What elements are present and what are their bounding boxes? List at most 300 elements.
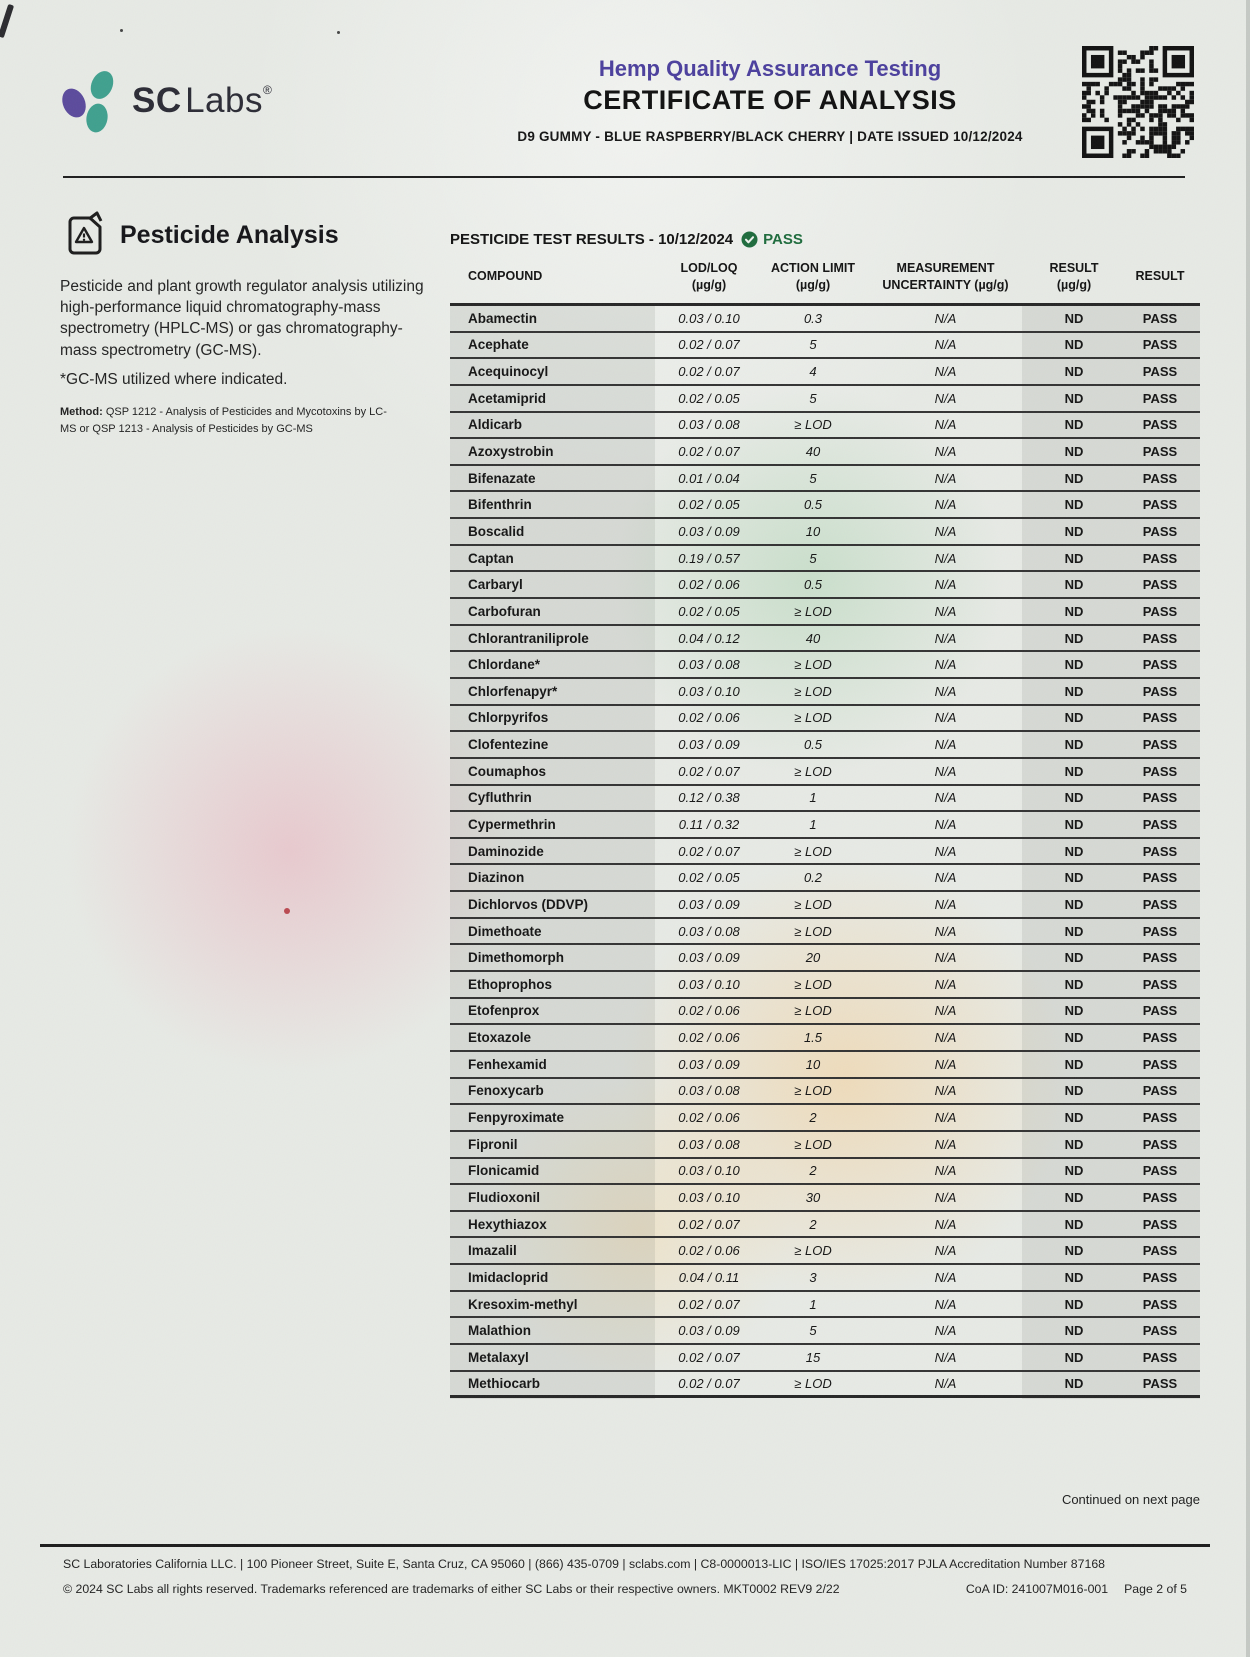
cell-result: ND <box>1064 710 1084 726</box>
cell-lod_loq: 0.03 / 0.08 <box>678 1136 740 1152</box>
cell-lod_loq: 0.12 / 0.38 <box>678 790 740 806</box>
cell-compound: Fenhexamid <box>468 1056 547 1072</box>
cell-compound: Chlorantraniliprole <box>468 630 589 646</box>
cell-action_limit: 1.5 <box>803 1030 823 1046</box>
cell-lod_loq: 0.01 / 0.04 <box>678 470 740 486</box>
cell-status: PASS <box>1142 1136 1178 1152</box>
cell-compound: Malathion <box>468 1323 531 1339</box>
cell-uncertainty: N/A <box>934 470 957 486</box>
cell-compound: Azoxystrobin <box>468 444 554 460</box>
cell-lod_loq: 0.02 / 0.07 <box>678 1375 740 1391</box>
cell-status: PASS <box>1142 577 1178 593</box>
cell-action_limit: 2 <box>809 1163 817 1179</box>
cell-result: ND <box>1064 337 1084 353</box>
table-row <box>450 1345 1200 1372</box>
cell-action_limit: ≥ LOD <box>794 763 832 779</box>
cell-status: PASS <box>1142 923 1178 939</box>
table-row <box>450 413 1200 440</box>
cell-action_limit: 0.5 <box>803 577 823 593</box>
cell-status: PASS <box>1142 790 1178 806</box>
table-row <box>450 1079 1200 1106</box>
cell-lod_loq: 0.04 / 0.12 <box>678 630 740 646</box>
cell-uncertainty: N/A <box>934 390 957 406</box>
cell-action_limit: ≥ LOD <box>794 1375 832 1391</box>
cell-action_limit: 10 <box>805 523 821 539</box>
scan-artifact-red-speck <box>284 908 290 914</box>
cell-uncertainty: N/A <box>934 843 957 859</box>
cell-action_limit: ≥ LOD <box>794 1136 832 1152</box>
sc-labs-logo-text: SC Labs® <box>132 81 273 120</box>
cell-compound: Dimethoate <box>468 923 542 939</box>
method-note: Method: QSP 1212 - Analysis of Pesticides and Mycotoxins by LC-MS or QSP 1213 - Analysis of Pesticides by GC-MS <box>60 406 387 435</box>
cell-uncertainty: N/A <box>934 310 957 326</box>
cell-action_limit: 40 <box>805 444 821 460</box>
cell-uncertainty: N/A <box>934 683 957 699</box>
table-row <box>450 759 1200 786</box>
footer-copyright: © 2024 SC Labs all rights reserved. Trademarks referenced are trademarks of either SC Labs or their respective owners. MKT0002 REV9 2/22 <box>63 1582 840 1596</box>
cell-status: PASS <box>1142 1030 1178 1046</box>
cell-compound: Metalaxyl <box>468 1349 529 1365</box>
cell-status: PASS <box>1142 550 1178 566</box>
table-row <box>450 492 1200 519</box>
cell-uncertainty: N/A <box>934 603 957 619</box>
cell-result: ND <box>1064 1056 1084 1072</box>
table-row <box>450 865 1200 892</box>
cell-status: PASS <box>1142 630 1178 646</box>
cell-lod_loq: 0.11 / 0.32 <box>678 816 740 832</box>
cell-action_limit: 1 <box>809 816 817 832</box>
column-header-result-status: RESULT <box>1135 269 1185 284</box>
cell-action_limit: 30 <box>805 1189 821 1205</box>
cell-lod_loq: 0.02 / 0.06 <box>678 1003 740 1019</box>
cell-compound: Abamectin <box>468 310 538 326</box>
cell-uncertainty: N/A <box>934 1110 957 1126</box>
table-row <box>450 652 1200 679</box>
overall-status-label: PASS <box>763 230 803 248</box>
cell-uncertainty: N/A <box>934 1216 957 1232</box>
table-row <box>450 1105 1200 1132</box>
table-row <box>450 919 1200 946</box>
cell-action_limit: 0.5 <box>803 497 823 513</box>
cell-uncertainty: N/A <box>934 1189 957 1205</box>
cell-uncertainty: N/A <box>934 1030 957 1046</box>
cell-status: PASS <box>1142 364 1178 380</box>
cell-uncertainty: N/A <box>934 1003 957 1019</box>
table-row <box>450 333 1200 360</box>
column-header-action-limit: ACTION LIMIT (µg/g) <box>770 261 855 292</box>
table-row <box>450 546 1200 573</box>
cell-lod_loq: 0.03 / 0.10 <box>678 310 740 326</box>
cell-uncertainty: N/A <box>934 444 957 460</box>
table-row <box>450 945 1200 972</box>
cell-lod_loq: 0.02 / 0.05 <box>678 390 740 406</box>
cell-compound: Ethoprophos <box>468 976 552 992</box>
cell-lod_loq: 0.03 / 0.09 <box>678 1323 740 1339</box>
cell-result: ND <box>1064 630 1084 646</box>
table-row <box>450 1159 1200 1186</box>
cell-uncertainty: N/A <box>934 364 957 380</box>
cell-lod_loq: 0.03 / 0.08 <box>678 923 740 939</box>
cell-compound: Chlorfenapyr* <box>468 683 558 699</box>
scan-artifact-corner <box>0 4 14 38</box>
cell-result: ND <box>1064 1110 1084 1126</box>
table-row <box>450 972 1200 999</box>
cell-lod_loq: 0.02 / 0.05 <box>678 870 740 886</box>
cell-action_limit: ≥ LOD <box>794 843 832 859</box>
cell-lod_loq: 0.03 / 0.09 <box>678 1056 740 1072</box>
cell-lod_loq: 0.02 / 0.06 <box>678 577 740 593</box>
cell-uncertainty: N/A <box>934 1269 957 1285</box>
cell-uncertainty: N/A <box>934 577 957 593</box>
cell-lod_loq: 0.03 / 0.10 <box>678 683 740 699</box>
gcms-note: *GC-MS utilized where indicated. <box>60 371 288 388</box>
cell-lod_loq: 0.03 / 0.10 <box>678 1163 740 1179</box>
cell-lod_loq: 0.19 / 0.57 <box>678 550 740 566</box>
cell-status: PASS <box>1142 310 1178 326</box>
cell-status: PASS <box>1142 1163 1178 1179</box>
cell-uncertainty: N/A <box>934 976 957 992</box>
cell-compound: Dichlorvos (DDVP) <box>468 896 589 912</box>
cell-lod_loq: 0.02 / 0.07 <box>678 444 740 460</box>
cell-result: ND <box>1064 1349 1084 1365</box>
column-header-uncertainty: MEASUREMENT UNCERTAINTY (µg/g) <box>882 261 1009 292</box>
cell-result: ND <box>1064 577 1084 593</box>
cell-action_limit: ≥ LOD <box>794 603 832 619</box>
cell-compound: Kresoxim-methyl <box>468 1296 578 1312</box>
cell-result: ND <box>1064 470 1084 486</box>
cell-compound: Boscalid <box>468 523 525 539</box>
cell-uncertainty: N/A <box>934 1323 957 1339</box>
cell-status: PASS <box>1142 683 1178 699</box>
cell-status: PASS <box>1142 763 1178 779</box>
cell-compound: Methiocarb <box>468 1375 541 1391</box>
cell-status: PASS <box>1142 603 1178 619</box>
table-row <box>450 839 1200 866</box>
table-row <box>450 466 1200 493</box>
cell-result: ND <box>1064 790 1084 806</box>
cell-uncertainty: N/A <box>934 950 957 966</box>
cell-result: ND <box>1064 417 1084 433</box>
cell-action_limit: ≥ LOD <box>794 976 832 992</box>
cell-uncertainty: N/A <box>934 896 957 912</box>
page-number: Page 2 of 5 <box>1124 1582 1187 1596</box>
cell-lod_loq: 0.02 / 0.06 <box>678 1030 740 1046</box>
cell-status: PASS <box>1142 444 1178 460</box>
cell-action_limit: 15 <box>805 1349 821 1365</box>
cell-action_limit: 20 <box>805 950 821 966</box>
cell-action_limit: 40 <box>805 630 821 646</box>
cell-uncertainty: N/A <box>934 630 957 646</box>
cell-uncertainty: N/A <box>934 923 957 939</box>
cell-compound: Dimethomorph <box>468 950 564 966</box>
cell-action_limit: ≥ LOD <box>794 1243 832 1259</box>
cell-status: PASS <box>1142 1189 1178 1205</box>
cell-result: ND <box>1064 896 1084 912</box>
cell-status: PASS <box>1142 1375 1178 1391</box>
cell-compound: Clofentezine <box>468 737 549 753</box>
scan-artifact-dot <box>120 29 123 32</box>
cell-action_limit: ≥ LOD <box>794 1003 832 1019</box>
header-titles <box>510 56 1030 144</box>
cell-status: PASS <box>1142 417 1178 433</box>
cell-compound: Flonicamid <box>468 1163 540 1179</box>
cell-action_limit: 1 <box>809 790 817 806</box>
cell-lod_loq: 0.03 / 0.09 <box>678 950 740 966</box>
table-row <box>450 599 1200 626</box>
section-title: Pesticide Analysis <box>120 221 339 249</box>
cell-uncertainty: N/A <box>934 763 957 779</box>
cell-action_limit: ≥ LOD <box>794 710 832 726</box>
cell-status: PASS <box>1142 976 1178 992</box>
cell-compound: Aldicarb <box>468 417 523 433</box>
cell-status: PASS <box>1142 1296 1178 1312</box>
cell-uncertainty: N/A <box>934 1375 957 1391</box>
cell-uncertainty: N/A <box>934 737 957 753</box>
cell-lod_loq: 0.02 / 0.07 <box>678 843 740 859</box>
cell-action_limit: 0.5 <box>803 737 823 753</box>
cell-result: ND <box>1064 923 1084 939</box>
cell-result: ND <box>1064 1269 1084 1285</box>
table-row <box>450 1025 1200 1052</box>
table-row <box>450 892 1200 919</box>
column-header-result-value: RESULT (µg/g) <box>1049 261 1099 292</box>
sc-labs-logo <box>56 66 272 136</box>
cell-lod_loq: 0.03 / 0.10 <box>678 976 740 992</box>
cell-uncertainty: N/A <box>934 816 957 832</box>
cell-uncertainty: N/A <box>934 1136 957 1152</box>
cell-result: ND <box>1064 1243 1084 1259</box>
scan-edge-shadow <box>1246 0 1250 1657</box>
cell-compound: Imidacloprid <box>468 1269 549 1285</box>
cell-uncertainty: N/A <box>934 790 957 806</box>
cell-status: PASS <box>1142 1216 1178 1232</box>
cell-uncertainty: N/A <box>934 1349 957 1365</box>
table-row <box>450 439 1200 466</box>
results-table-header <box>450 250 1200 306</box>
cell-action_limit: ≥ LOD <box>794 896 832 912</box>
table-row <box>450 812 1200 839</box>
cell-compound: Acephate <box>468 337 529 353</box>
cell-action_limit: ≥ LOD <box>794 657 832 673</box>
cell-result: ND <box>1064 390 1084 406</box>
column-header-compound: COMPOUND <box>468 269 543 284</box>
table-row <box>450 1265 1200 1292</box>
cell-action_limit: 10 <box>805 1056 821 1072</box>
cell-action_limit: 5 <box>809 470 817 486</box>
cell-action_limit: ≥ LOD <box>794 1083 832 1099</box>
table-row <box>450 732 1200 759</box>
sc-labs-logo-mark <box>56 66 122 136</box>
table-row <box>450 386 1200 413</box>
pass-check-icon <box>741 231 758 248</box>
table-row <box>450 1372 1200 1399</box>
cell-compound: Cyfluthrin <box>468 790 532 806</box>
table-row <box>450 1132 1200 1159</box>
cell-status: PASS <box>1142 816 1178 832</box>
cell-uncertainty: N/A <box>934 870 957 886</box>
cell-result: ND <box>1064 976 1084 992</box>
cell-uncertainty: N/A <box>934 417 957 433</box>
cell-compound: Fludioxonil <box>468 1189 540 1205</box>
cell-compound: Hexythiazox <box>468 1216 547 1232</box>
cell-compound: Bifenthrin <box>468 497 532 513</box>
results-table-body <box>450 306 1200 1398</box>
cell-compound: Cypermethrin <box>468 816 556 832</box>
cell-result: ND <box>1064 523 1084 539</box>
sample-info-line: D9 GUMMY - BLUE RASPBERRY/BLACK CHERRY | DATE ISSUED 10/12/2024 <box>517 129 1023 144</box>
footer-divider <box>40 1544 1210 1547</box>
document-title: CERTIFICATE OF ANALYSIS <box>583 85 957 115</box>
cell-status: PASS <box>1142 1323 1178 1339</box>
cell-result: ND <box>1064 843 1084 859</box>
cell-lod_loq: 0.03 / 0.09 <box>678 896 740 912</box>
header-divider <box>63 176 1185 178</box>
table-row <box>450 306 1200 333</box>
cell-lod_loq: 0.02 / 0.06 <box>678 710 740 726</box>
table-row <box>450 706 1200 733</box>
cell-compound: Coumaphos <box>468 763 547 779</box>
cell-result: ND <box>1064 1216 1084 1232</box>
column-header-lod-loq: LOD/LOQ (µg/g) <box>680 261 738 292</box>
cell-status: PASS <box>1142 950 1178 966</box>
cell-result: ND <box>1064 870 1084 886</box>
cell-lod_loq: 0.03 / 0.09 <box>678 523 740 539</box>
cell-result: ND <box>1064 310 1084 326</box>
cell-compound: Etoxazole <box>468 1030 532 1046</box>
cell-action_limit: 5 <box>809 337 817 353</box>
cell-result: ND <box>1064 1323 1084 1339</box>
cell-lod_loq: 0.02 / 0.07 <box>678 364 740 380</box>
table-row <box>450 626 1200 653</box>
table-row <box>450 519 1200 546</box>
cell-compound: Fipronil <box>468 1136 518 1152</box>
cell-lod_loq: 0.03 / 0.08 <box>678 657 740 673</box>
cell-status: PASS <box>1142 523 1178 539</box>
cell-lod_loq: 0.03 / 0.08 <box>678 1083 740 1099</box>
cell-compound: Chlorpyrifos <box>468 710 549 726</box>
cell-uncertainty: N/A <box>934 523 957 539</box>
cell-action_limit: ≥ LOD <box>794 417 832 433</box>
coa-id: CoA ID: 241007M016-001 <box>965 1582 1109 1596</box>
cell-result: ND <box>1064 1296 1084 1312</box>
cell-result: ND <box>1064 1189 1084 1205</box>
cell-status: PASS <box>1142 497 1178 513</box>
continued-note: Continued on next page <box>1061 1492 1200 1507</box>
cell-compound: Carbaryl <box>468 577 523 593</box>
cell-uncertainty: N/A <box>934 1296 957 1312</box>
cell-status: PASS <box>1142 1349 1178 1365</box>
cell-action_limit: 2 <box>809 1216 817 1232</box>
cell-compound: Fenpyroximate <box>468 1110 565 1126</box>
cell-result: ND <box>1064 1163 1084 1179</box>
cell-result: ND <box>1064 950 1084 966</box>
cell-compound: Fenoxycarb <box>468 1083 544 1099</box>
cell-uncertainty: N/A <box>934 1056 957 1072</box>
cell-lod_loq: 0.02 / 0.07 <box>678 1349 740 1365</box>
cell-lod_loq: 0.03 / 0.10 <box>678 1189 740 1205</box>
cell-action_limit: 3 <box>809 1269 817 1285</box>
cell-status: PASS <box>1142 1243 1178 1259</box>
table-row <box>450 1212 1200 1239</box>
cell-compound: Diazinon <box>468 870 525 886</box>
table-row <box>450 572 1200 599</box>
cell-result: ND <box>1064 657 1084 673</box>
cell-result: ND <box>1064 550 1084 566</box>
cell-lod_loq: 0.02 / 0.07 <box>678 1296 740 1312</box>
cell-result: ND <box>1064 1136 1084 1152</box>
cell-compound: Bifenazate <box>468 470 536 486</box>
cell-lod_loq: 0.02 / 0.05 <box>678 603 740 619</box>
pesticide-results-table <box>450 228 1200 1398</box>
cell-lod_loq: 0.04 / 0.11 <box>678 1269 740 1285</box>
cell-action_limit: 2 <box>809 1110 817 1126</box>
cell-result: ND <box>1064 1003 1084 1019</box>
cell-uncertainty: N/A <box>934 1163 957 1179</box>
cell-action_limit: 5 <box>809 1323 817 1339</box>
table-row <box>450 1318 1200 1345</box>
cell-result: ND <box>1064 763 1084 779</box>
cell-result: ND <box>1064 1083 1084 1099</box>
cell-action_limit: 5 <box>809 390 817 406</box>
cell-uncertainty: N/A <box>934 657 957 673</box>
footer-lab-info: SC Laboratories California LLC. | 100 Pioneer Street, Suite E, Santa Cruz, CA 95060 | (866) 435-0709 | sclabs.com | C8-0000013-LIC | ISO/IES 17025:2017 PJLA Accreditation Number 87168 <box>63 1557 1105 1571</box>
cell-compound: Acequinocyl <box>468 364 549 380</box>
cell-result: ND <box>1064 1375 1084 1391</box>
overall-status-badge <box>741 231 803 248</box>
cell-compound: Chlordane* <box>468 657 541 673</box>
cell-status: PASS <box>1142 843 1178 859</box>
cell-status: PASS <box>1142 1110 1178 1126</box>
cell-status: PASS <box>1142 896 1178 912</box>
cell-result: ND <box>1064 364 1084 380</box>
cell-uncertainty: N/A <box>934 710 957 726</box>
cell-result: ND <box>1064 444 1084 460</box>
cell-status: PASS <box>1142 737 1178 753</box>
footer-legal-row <box>63 1582 1187 1596</box>
cell-action_limit: 4 <box>809 364 817 380</box>
cell-uncertainty: N/A <box>934 1243 957 1259</box>
table-row <box>450 1052 1200 1079</box>
cell-status: PASS <box>1142 710 1178 726</box>
cell-compound: Captan <box>468 550 514 566</box>
cell-action_limit: ≥ LOD <box>794 923 832 939</box>
cell-lod_loq: 0.02 / 0.07 <box>678 337 740 353</box>
cell-status: PASS <box>1142 1003 1178 1019</box>
scan-artifact-dot <box>337 31 340 34</box>
cell-result: ND <box>1064 1030 1084 1046</box>
cell-uncertainty: N/A <box>934 1083 957 1099</box>
cell-compound: Carbofuran <box>468 603 541 619</box>
cell-lod_loq: 0.03 / 0.09 <box>678 737 740 753</box>
section-description: Pesticide and plant growth regulator analysis utilizing high-performance liquid chromatography-mass spectrometry (HPLC-MS) or gas chromatography-mass spectrometry (GC-MS). <box>60 278 424 359</box>
cell-uncertainty: N/A <box>934 550 957 566</box>
cell-lod_loq: 0.03 / 0.08 <box>678 417 740 433</box>
cell-status: PASS <box>1142 390 1178 406</box>
cell-status: PASS <box>1142 337 1178 353</box>
cell-status: PASS <box>1142 1056 1178 1072</box>
table-row <box>450 359 1200 386</box>
table-row <box>450 999 1200 1026</box>
cell-status: PASS <box>1142 1269 1178 1285</box>
cell-compound: Imazalil <box>468 1243 517 1259</box>
table-row <box>450 1292 1200 1319</box>
cell-result: ND <box>1064 737 1084 753</box>
cell-status: PASS <box>1142 870 1178 886</box>
cell-lod_loq: 0.02 / 0.07 <box>678 1216 740 1232</box>
cell-action_limit: 1 <box>809 1296 817 1312</box>
cell-uncertainty: N/A <box>934 337 957 353</box>
cell-action_limit: 5 <box>809 550 817 566</box>
